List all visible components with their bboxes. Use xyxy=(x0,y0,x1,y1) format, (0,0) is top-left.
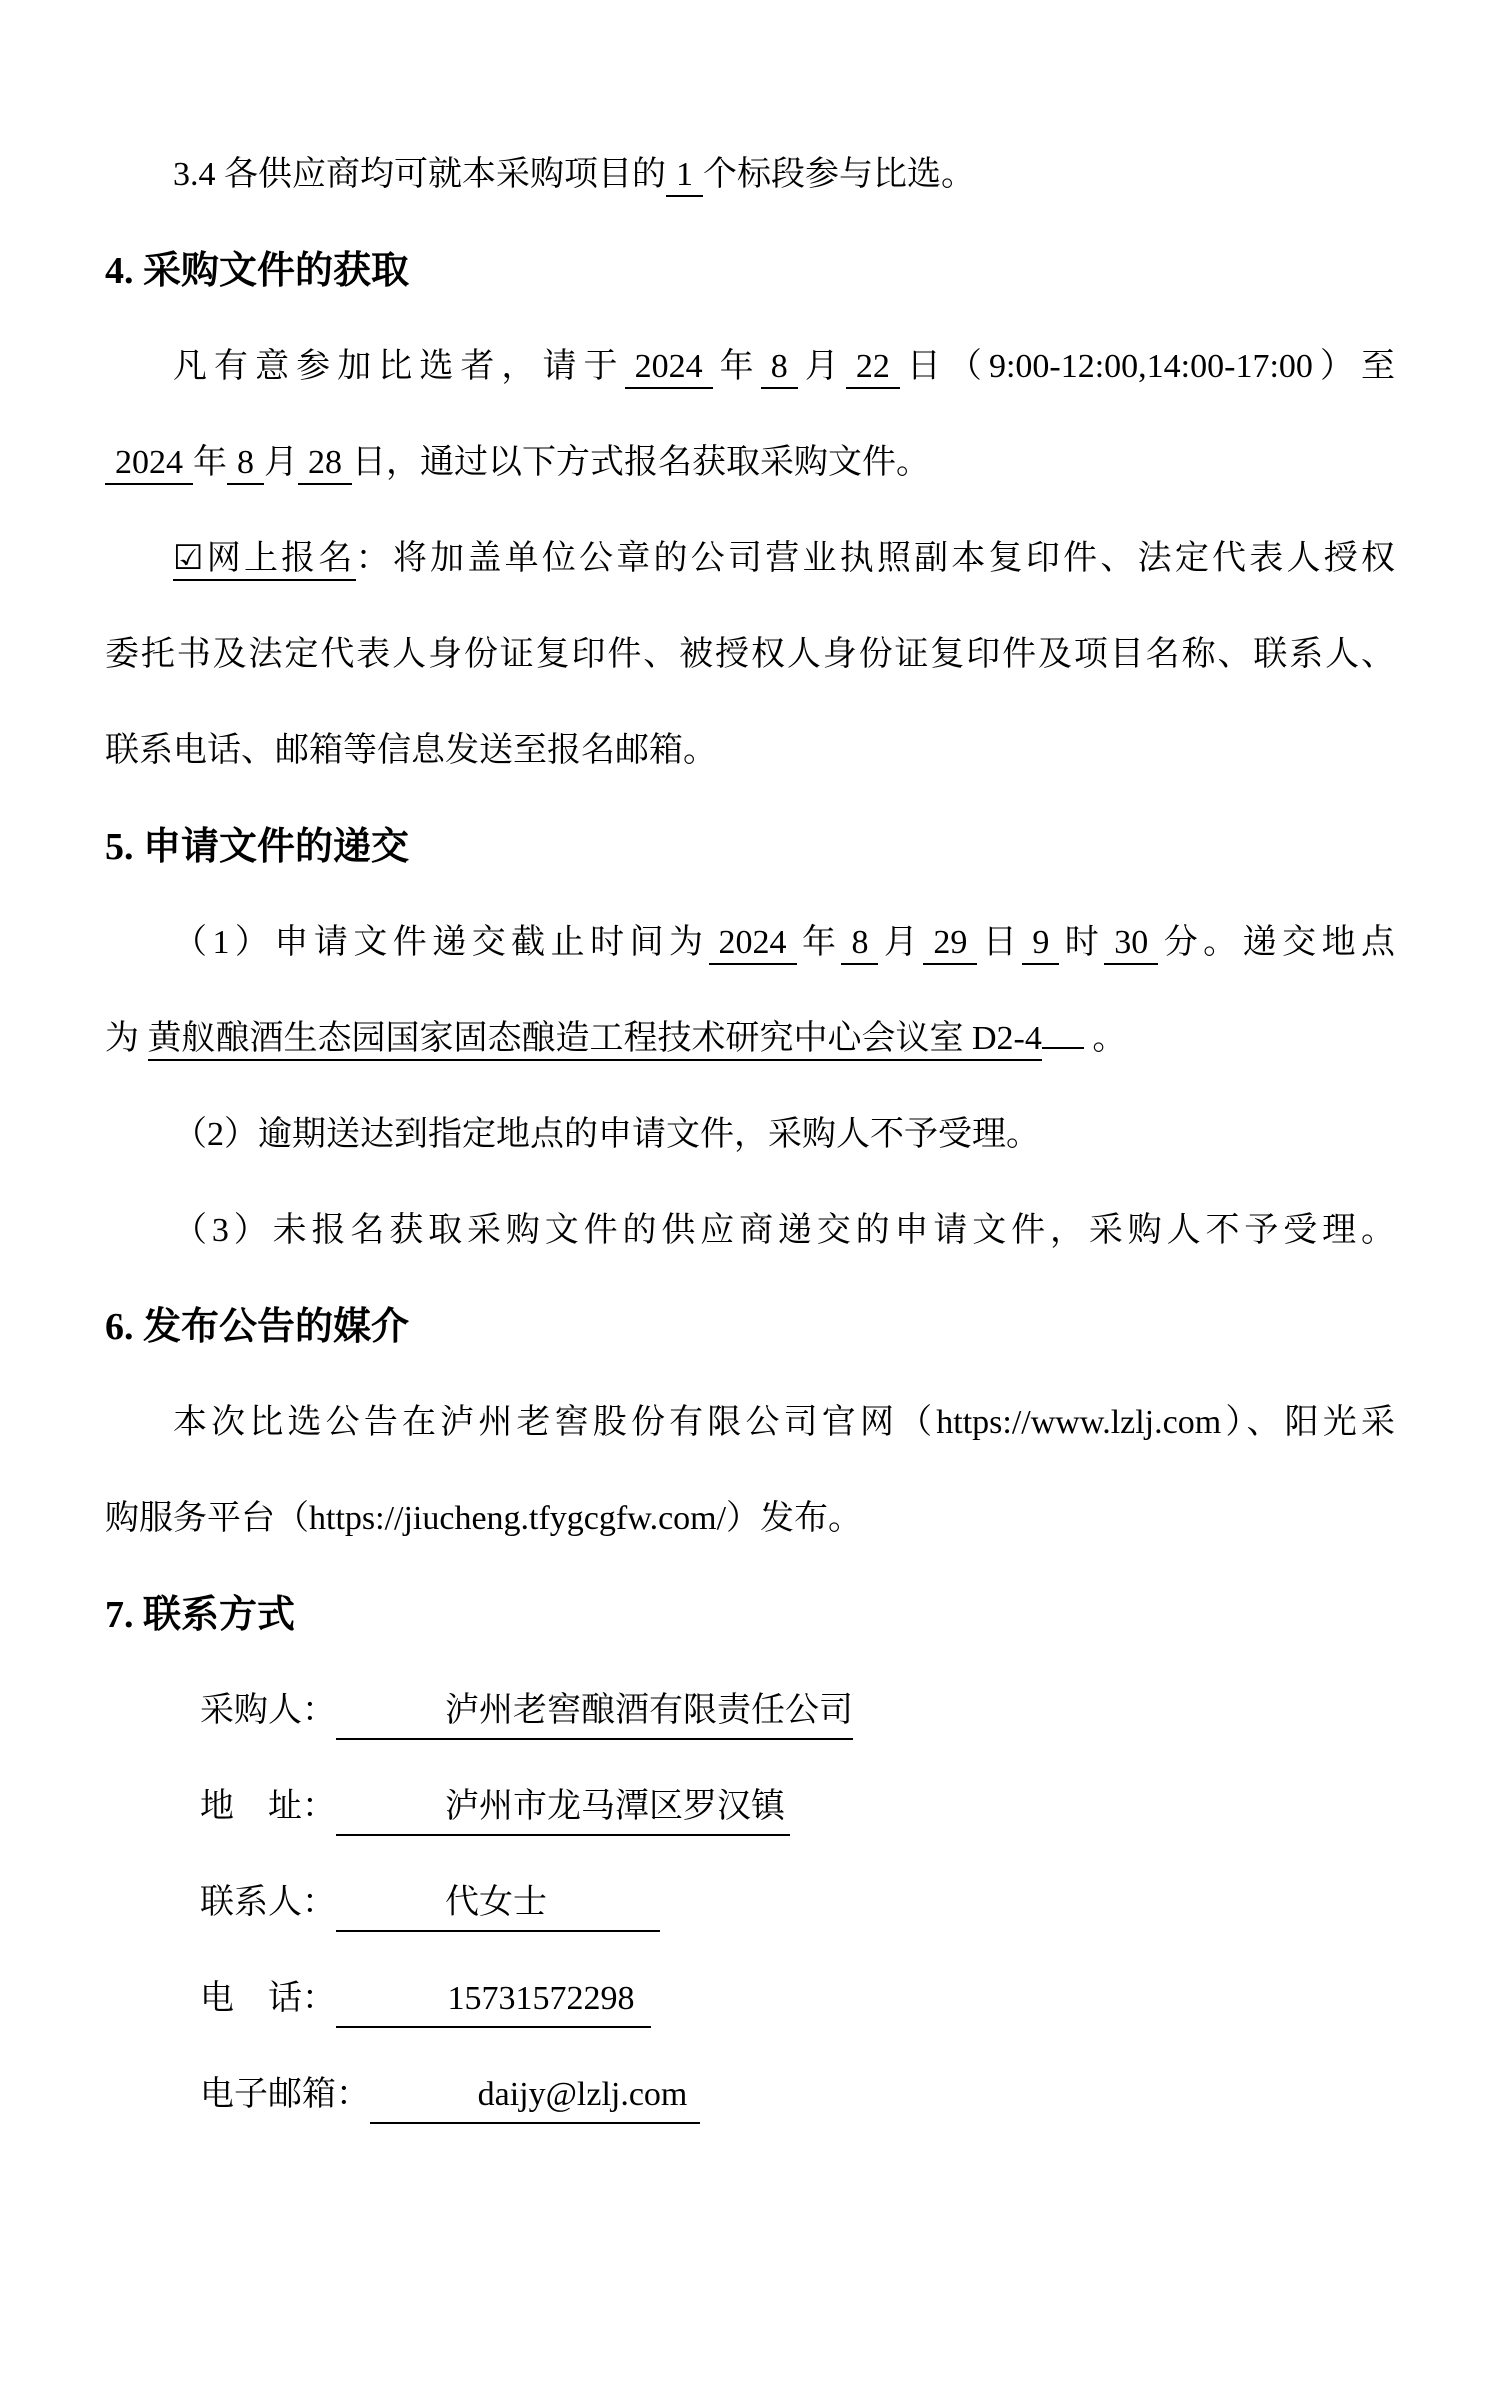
doc-line xyxy=(105,895,1395,991)
underlined-text: ☑网上报名 xyxy=(173,540,356,581)
text-run: 年 xyxy=(796,924,842,961)
text-run: 联系人： xyxy=(200,1884,336,1921)
doc-line xyxy=(105,991,1395,1087)
blank-field: 2024 xyxy=(625,348,713,389)
doc-line xyxy=(105,1759,1395,1855)
text-run: ：将加盖单位公章的公司营业执照副本复印件、法定代表人授权 xyxy=(355,540,1395,577)
doc-line xyxy=(105,703,1395,799)
text-run: 月 xyxy=(797,348,846,385)
underlined-text: 黄舣酿酒生态园国家固态酿造工程技术研究中心会议室 D2-4 xyxy=(148,1020,1042,1061)
blank-field: 8 xyxy=(761,348,798,389)
field-value: 代女士 xyxy=(336,1880,660,1932)
text-run: 地 址： xyxy=(200,1788,336,1825)
text-run: 日，通过以下方式报名获取采购文件。 xyxy=(352,444,930,481)
text-run: 凡有意参加比选者，请于 xyxy=(173,348,625,385)
field-value: 泸州老窖酿酒有限责任公司 xyxy=(336,1688,853,1740)
text-run: 年 xyxy=(193,444,227,481)
blank-field: 28 xyxy=(298,444,352,485)
doc-line xyxy=(105,1855,1395,1951)
doc-line xyxy=(105,127,1395,223)
text-run: （2）逾期送达到指定地点的申请文件，采购人不予受理。 xyxy=(173,1116,1040,1153)
doc-line xyxy=(105,415,1395,511)
text-run: （3）未报名获取采购文件的供应商递交的申请文件，采购人不予受理。 xyxy=(173,1212,1395,1249)
blank-field: 2024 xyxy=(709,924,797,965)
text-run: 分。递交地点 xyxy=(1158,924,1396,961)
text-run: 日 xyxy=(977,924,1023,961)
text-run: 。 xyxy=(1083,1020,1127,1057)
field-value: 泸州市龙马潭区罗汉镇 xyxy=(336,1784,790,1836)
section-heading xyxy=(105,1567,1395,1663)
text-run: 3.4 各供应商均可就本采购项目的 xyxy=(173,156,666,193)
doc-line xyxy=(105,1375,1395,1471)
blank-field: 22 xyxy=(846,348,900,389)
blank-field: 8 xyxy=(841,924,878,965)
text-run: 月 xyxy=(264,444,298,481)
doc-line xyxy=(105,319,1395,415)
field-value: daijy@lzlj.com xyxy=(370,2072,700,2124)
text-run: 5. 申请文件的递交 xyxy=(105,826,410,868)
text-run: 电子邮箱： xyxy=(200,2076,370,2113)
text-run: 采购人： xyxy=(200,1692,336,1729)
blank-field: 2024 xyxy=(105,444,193,485)
text-run: 6. 发布公告的媒介 xyxy=(105,1306,410,1348)
text-run: 年 xyxy=(712,348,761,385)
doc-line xyxy=(105,607,1395,703)
doc-line xyxy=(105,1183,1395,1279)
blank-field: 9 xyxy=(1022,924,1059,965)
doc-line xyxy=(105,2047,1395,2143)
text-run: 联系电话、邮箱等信息发送至报名邮箱。 xyxy=(105,732,717,769)
field-value: 15731572298 xyxy=(336,1976,651,2028)
text-run: 4. 采购文件的获取 xyxy=(105,250,410,292)
text-run: （1）申请文件递交截止时间为 xyxy=(173,924,709,961)
document-body xyxy=(105,127,1395,2143)
text-run: 个标段参与比选。 xyxy=(703,156,975,193)
text-run: 购服务平台（https://jiucheng.tfygcgfw.com/）发布。 xyxy=(105,1500,863,1537)
doc-line xyxy=(105,1663,1395,1759)
text-run: 日（9:00-12:00,14:00-17:00）至 xyxy=(899,348,1396,385)
section-heading xyxy=(105,1279,1395,1375)
blank-field: 8 xyxy=(227,444,264,485)
blank-field: 1 xyxy=(666,156,703,197)
blank-line xyxy=(1042,1010,1084,1049)
text-run: 本次比选公告在泸州老窖股份有限公司官网（https://www.lzlj.com）、阳光采 xyxy=(173,1404,1395,1441)
doc-line xyxy=(105,1471,1395,1567)
text-run: 月 xyxy=(878,924,924,961)
section-heading xyxy=(105,223,1395,319)
section-heading xyxy=(105,799,1395,895)
doc-line xyxy=(105,1087,1395,1183)
text-run: 电 话： xyxy=(200,1980,336,2017)
blank-field: 30 xyxy=(1104,924,1158,965)
text-run: 7. 联系方式 xyxy=(105,1594,296,1636)
blank-field: 29 xyxy=(923,924,977,965)
doc-line xyxy=(105,1951,1395,2047)
text-run: 时 xyxy=(1059,924,1105,961)
text-run: 委托书及法定代表人身份证复印件、被授权人身份证复印件及项目名称、联系人、 xyxy=(105,636,1395,673)
text-run: 为 xyxy=(105,1020,148,1057)
doc-line xyxy=(105,511,1395,607)
